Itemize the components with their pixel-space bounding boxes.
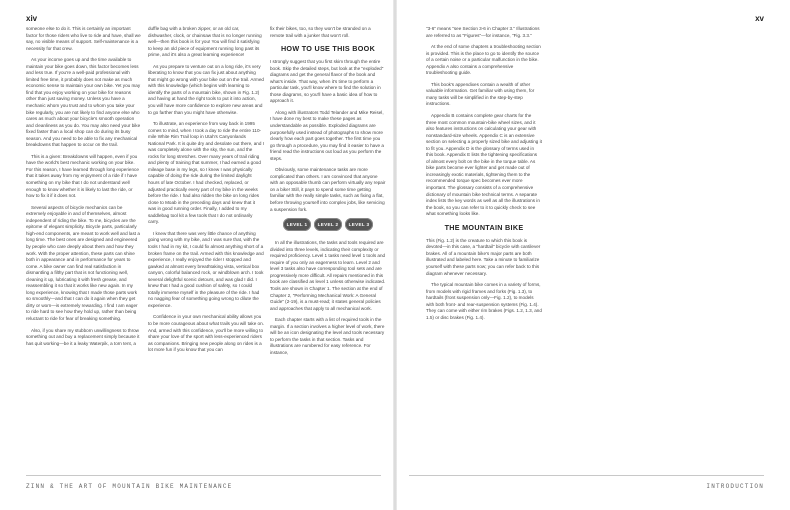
paragraph: Each chapter starts with a list of required tools in the margin. If a section involves a higher level of work, there will be an icon designating the level and tools necessary to perform the tasks in that section. Tasks and illustrations are numbered for easy reference. For instance, [270,317,385,355]
paragraph: Several aspects of bicycle mechanics can be extremely enjoyable in and of themselves, almost independent of riding the bike. To me, bicycles are the epitome of elegant simplicity. Bicycle parts, particularly high-end components, are meant to work well and last a long time. The best ones are designed and engineered by people who care deeply about them and how they work. With the proper attention, these parts can shine both in appearance and in performance for years to come. A bike owner can find real satisfaction in dismantling a filthy part that is not functioning well, cleaning it up, lubricating it with fresh grease, and reassembling it so that it works like new again. In my long experience, knowing that I made those parts work so smoothly—and that I can do it again when they get dirty or worn—is extremely rewarding. I find I am eager to ride hard to see how they hold up, rather than being reluctant to ride for fear of breaking something. [26,204,140,321]
paragraph: Also, if you share my stubborn unwillingness to throw something out and buy a replacement simply because it has quit working—be it a leaky Waterpik, a torn tent, a [26,327,140,346]
paragraph: As your income goes up and the time available to maintain your bike goes down, this factor becomes less and less true. If you're a well-paid professional with limited free time, it probably does not make as much economic sense to maintain your own bike. Yet you may find that you enjoy working on your bike for reasons other than just saving money. Unless you have a mechanic whom you trust and to whom you take your bike regularly, you are not likely to find anyone else who cares as much about your bicycle's smooth operation and cleanliness as you do. You may also need your bike fixed faster than a local shop can do during its busy season. And you need to be able to fix any mechanical breakdowns that happen to occur on the trail. [26,57,141,148]
paragraph: Appendix B contains complete gear charts for the three most common mountain-bike wheel sizes, and it also features instructions on calculating your gear with nonstandard-size wheels. Appendix C is an extensive section on selecting a properly sized bike and adjusting it to fit you. Appendix D is the glossary of terms used in this book. Appendix E lists the tightening specifications of almost every bolt on the bike in the torque table. As bike parts become ever lighter and get made out of increasingly exotic materials, tightening them to the recommended torque spec becomes ever more important. The glossary consists of a comprehensive dictionary of mountain bike technical terms. A separate index lists the key words as well as all the illustrations in the book, so you can refer to it to quickly check to see what something looks like. [426,113,542,217]
right-column-1 [426,26,542,326]
paragraph: I strongly suggest that you first skim through the entire book. Skip the detailed steps, but look at the "exploded" diagrams and get the general flavor of the book and what's inside. That way, when it's time to perform a particular task, you'll know where to find the solution in those diagrams, so you'll have a basic idea of how to approach it. [270,59,384,104]
paragraph: Along with illustrators Todd Telander and Mike Reisel, I have done my best to make these pages as understandable as possible. Exploded diagrams are purposefully used instead of photographs to show more clearly how each part goes together. The first time you go through a procedure, you may find it easier to have a friend read the instructions out loud as you perform the steps. [270,109,384,161]
footer-rule [409,475,764,476]
right-page-number: xv [755,14,764,23]
level-2-badge: LEVEL 2 [314,218,342,231]
running-footer-right: INTRODUCTION [706,483,764,490]
right-page [395,0,790,510]
paragraph: This is a given: Breakdowns will happen, even if you have the world's best mechanic working on your bike. For this reason, I have learned through long experience that it takes away from my enjoyment of a ride if I have something on my bike that I do not understand well enough to know whether it is likely to last the ride, or how to fix it if it does not. [26,153,139,199]
paragraph: someone else to do it. This is certainly an important factor for those riders who live to ride and have, shall we say, no visible means of support. Self-maintenance is a necessity for that crew. [26,26,141,51]
paragraph: "3-6" means "see Section 3-6 in Chapter 3." Illustrations are referred to as "Figures"—for instance, "Fig. 3.3." [426,26,540,38]
paragraph: I knew that there was very little chance of anything going wrong with my bike, and I was sure that, with the tools I had in my kit, I could fix almost anything short of a broken frame on the trail. Armed with this knowledge and experience, I really enjoyed the ride! I stopped and gawked at almost every breathtaking vista, vertical box canyon, colorful balanced rock, or windblown arch. I took several delightful scenic detours, and was glad I did. I knew that I had a good cushion of safety, so I could totally immerse myself in the pleasure of the ride. I had no nagging fear of something going wrong to dilute the experience. [148,230,264,308]
paragraph: duffle bag with a broken zipper, or an old car, dishwasher, clock, or chainsaw that is no longer running well—then this book is for you! You will find it satisfying to keep an old piece of equipment running long past its prime, and it's also a great learning experience! [148,26,262,58]
paragraph: This (Fig. 1.2) is the creature to which this book is devoted—in this case, a "hardtail" bicycle with cantilever brakes. All of a mountain bike's major parts are both illustrated and labeled here. Take a minute to familiarize yourself with these parts now; you can refer back to this diagram whenever necessary. [426,237,541,276]
left-page-number: xiv [26,14,38,23]
paragraph: At the end of some chapters a troubleshooting section is provided. This is the place to go to identify the source of a certain noise or a particular malfunction in the bike. Appendix A also contains a comprehensive troubleshooting guide. [426,44,541,76]
footer-rule [26,475,381,476]
paragraph: As you prepare to venture out on a long ride, it's very liberating to know that you can fix just about anything that might go wrong with your bike out on the trail. Armed with this knowledge (which begins with learning to identify the parts of a mountain bike, shown in Fig. 1.2) and having at hand the right tools to put it into action, you will have more confidence to explore new areas and to go farther than you might have otherwise. [148,63,264,115]
running-footer-left: ZINN & THE ART OF MOUNTAIN BIKE MAINTENANCE [26,483,233,490]
paragraph: The typical mountain bike comes in a variety of forms, from models with rigid frames and forks (Fig. 1.3), to hardtails (front suspension only—Fig. 1.2), to models with both front- and rear-suspension systems (Fig. 1.4). They can come with either rim brakes (Figs. 1.2, 1.3, and 1.5) or disc brakes (Fig. 1.4). [426,282,542,320]
left-column-3 [270,26,386,361]
left-column-2 [148,26,264,359]
level-badges [270,218,386,231]
section-heading-mountain-bike: THE MOUNTAIN BIKE [444,222,524,232]
paragraph: This book's appendixes contain a wealth of other valuable information. Get familiar with using them, for many tasks will be simplified in the step-by-step instructions. [426,81,535,107]
paragraph: In all the illustrations, the tasks and tools required are divided into three levels, indicating their complexity or required proficiency. Level 1 tasks need level 1 tools and require of you only an eagerness to learn. Level 2 and level 3 tasks also have corresponding tool sets and are progressively more difficult. All repairs mentioned in this book are classified as level 1 unless otherwise indicated. Tools are shown in Chapter 1. The section at the end of Chapter 2, "Performing Mechanical Work: A General Guide" (2-19), is a must-read; it states general policies and approaches that apply to all mechanical work. [270,240,386,311]
paragraph: fix their bikes, too, so they won't be stranded on a remote trail with a junker that won't roll. [270,26,371,38]
paragraph: Obviously, some maintenance tasks are more complicated than others. I am convinced that anyone with an opposable thumb can perform virtually any repair on a bike! Still, it pays to spend some time getting familiar with the really simple tasks, such as fixing a flat, before throwing yourself into complex jobs, like servicing a suspension fork. [270,167,386,212]
left-column-1 [26,26,142,352]
level-3-badge: LEVEL 3 [345,218,373,231]
level-1-badge: LEVEL 1 [283,218,311,231]
paragraph: To illustrate, an experience from way back in 1995 comes to mind, when I took a day to ride the entire 110-mile White Rim Trail loop in Utah's Canyonlands National Park. It is quite dry and desolate out there, and I was completely alone with the sky, the sun, and the rocks for long stretches. Over many years of trail riding and plenty of training that summer, I had earned a good mileage base in my legs, so I knew I was physically capable of doing the ride during the limited daylight hours of late October. I had checked, replaced, or adjusted practically every part of my bike in the weeks before the ride. I had also ridden the bike on long rides close to Moab in the preceding days and knew that it was in good running order. Finally, I added to my saddlebag tool kit a few tools that I do not ordinarily carry. [148,121,264,225]
section-heading-how-to-use: HOW TO USE THIS BOOK [280,44,376,54]
paragraph: Confidence in your own mechanical ability allows you to be more courageous about what trails you will take on. And, armed with this confidence, you'll be more willing to share your love of the sport with less-experienced riders as companions. Bringing new people along on rides is a lot more fun if you know that you can [148,314,264,353]
